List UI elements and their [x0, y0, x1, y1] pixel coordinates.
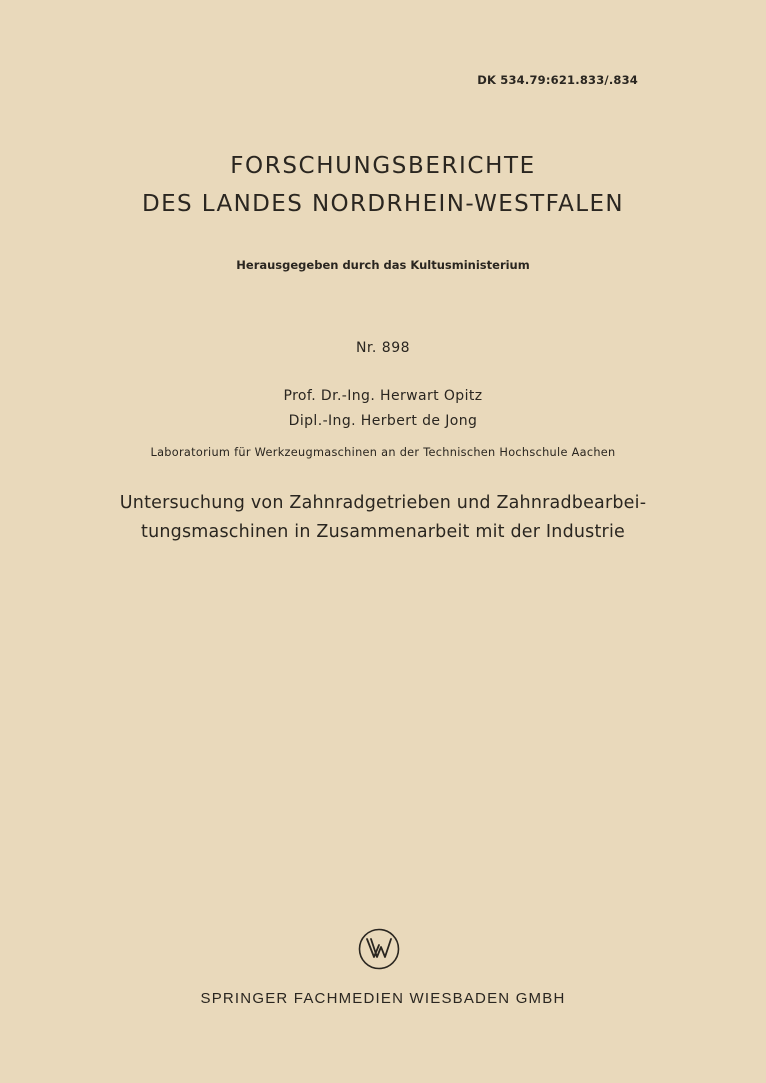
springer-vw-logo-icon [358, 928, 400, 970]
author-2: Dipl.-Ing. Herbert de Jong [288, 413, 478, 429]
series-title-line-2: DES LANDES NORDRHEIN-WESTFALEN [141, 191, 625, 217]
publisher-name: SPRINGER FACHMEDIEN WIESBADEN GMBH [200, 990, 566, 1007]
institution: Laboratorium für Werkzeugmaschinen an der Technischen Hochschule Aachen [150, 446, 616, 459]
classification-number: DK 534.79:621.833/.834 [477, 73, 638, 87]
editor-note: Herausgegeben durch das Kultusministerium [236, 258, 530, 272]
series-title-line-1: FORSCHUNGSBERICHTE [230, 153, 536, 179]
book-title-line-2: tungsmaschinen in Zusammenarbeit mit der Industrie [141, 522, 625, 542]
book-title-line-1: Untersuchung von Zahnradgetrieben und Zahnradbearbei- [119, 493, 647, 513]
report-number: Nr. 898 [355, 340, 411, 356]
author-1: Prof. Dr.-Ing. Herwart Opitz [283, 388, 483, 404]
